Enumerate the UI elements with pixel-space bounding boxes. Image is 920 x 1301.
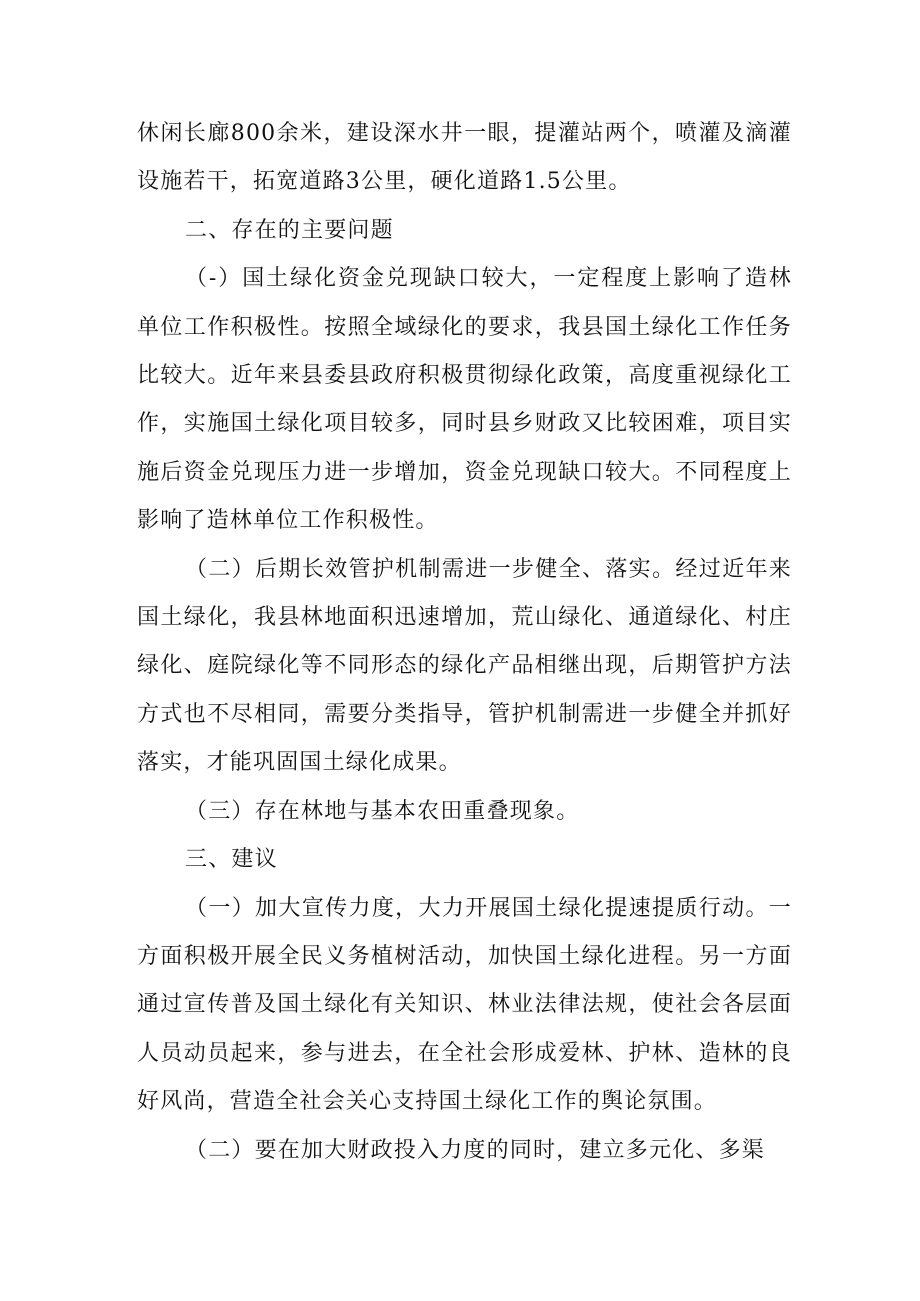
section-heading-problems: 二、存在的主要问题 xyxy=(185,217,394,243)
paragraph-issue-funding: （-）国土绿化资金兑现缺口较大，一定程度上影响了造林单位工作积极性。按照全域绿化的要求，我县国土绿化工作任务比较大。近年来县委县政府积极贯彻绿化政策，高度重视绿化工作，实施国土绿化项目较多，同时县乡财政又比较困难，项目实施后资金兑现压力进一步增加，资金兑现缺口较大。不同程度上影响了造林单位工作积极性。 xyxy=(137,266,792,534)
section-heading-suggestions: 三、建议 xyxy=(185,847,278,873)
paragraph-suggestion-publicity: （一）加大宣传力度，大力开展国土绿化提速提质行动。一方面积极开展全民义务植树活动，加快国土绿化进程。另一方面通过宣传普及国土绿化有关知识、林业法律法规，使社会各层面人员动员起来，参与进去，在全社会形成爱林、护林、造林的良好风尚，营造全社会关心支持国土绿化工作的舆论氛围。 xyxy=(137,895,792,1115)
paragraph-issue-maintenance: （二）后期长效管护机制需进一步健全、落实。经过近年来国土绿化，我县林地面积迅速增加，荒山绿化、通道绿化、村庄绿化、庭院绿化等不同形态的绿化产品相继出现，后期管护方法方式也不尽相同，需要分类指导，管护机制需进一步健全并抓好落实，才能巩固国土绿化成果。 xyxy=(137,556,792,776)
paragraph-suggestion-funding: （二）要在加大财政投入力度的同时，建立多元化、多渠 xyxy=(185,1137,766,1163)
document-body xyxy=(137,110,792,1175)
paragraph-continuation: 休闲长廊800余米，建设深水井一眼，提灌站两个，喷灌及滴灌设施若干，拓宽道路3公里，硬化道路1.5公里。 xyxy=(137,121,792,195)
paragraph-issue-overlap: （三）存在林地与基本农田重叠现象。 xyxy=(185,798,580,824)
